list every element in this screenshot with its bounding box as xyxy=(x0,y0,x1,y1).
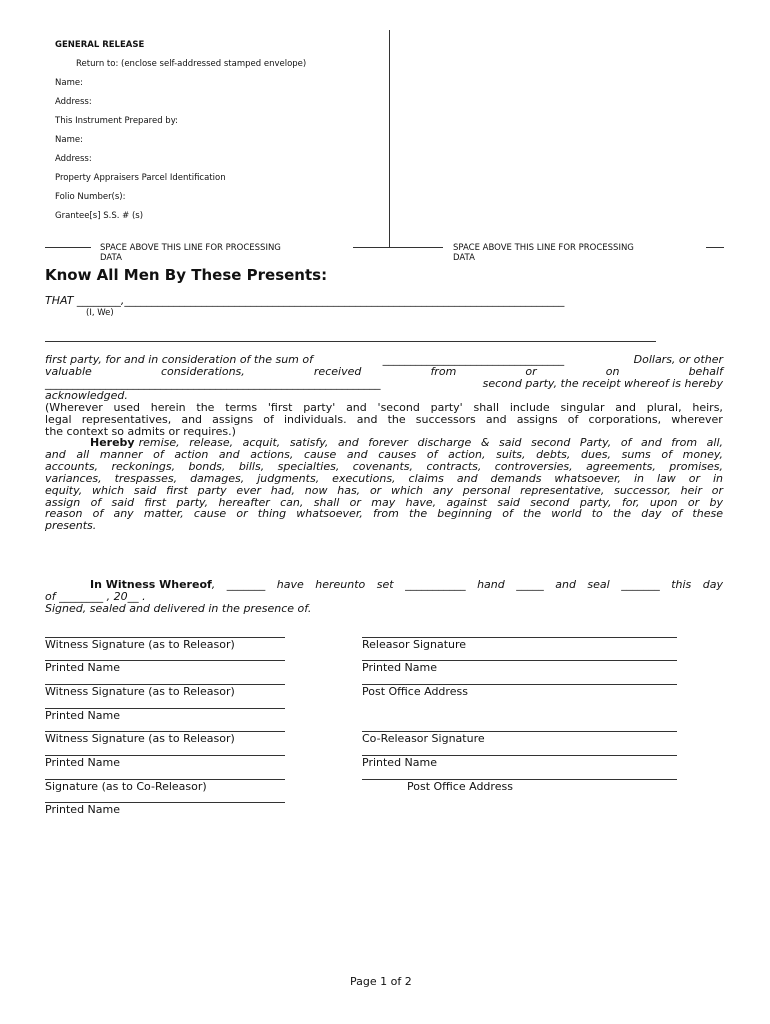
wherever-line-1-word: (Wherever xyxy=(45,401,103,414)
page-number: Page 1 of 2 xyxy=(350,975,412,988)
consideration-line-3 xyxy=(45,378,723,390)
sum-blank: _________________________________ xyxy=(382,353,565,366)
wherever-line-2-word: corporations, xyxy=(588,412,662,426)
hereby-line: assign of said first party, hereafter can, shall or may have, against said second party, for, upon or by xyxy=(45,495,723,509)
receipt-text: second party, the receipt whereof is hereby xyxy=(482,376,723,390)
wherever-line-1-word: heirs, xyxy=(692,401,723,414)
consideration-paragraph xyxy=(45,354,723,402)
consideration-text: first party, for and in consideration of the sum of xyxy=(45,353,313,366)
consideration-line-2-word: from xyxy=(430,364,457,378)
wherever-line-1-word: shall xyxy=(473,401,500,414)
hereby-line-1-text: remise, release, acquit, satisfy, and forever discharge & said second Party, of and from all, xyxy=(138,436,723,449)
printed-name-label-2: Printed Name xyxy=(45,709,121,722)
hereby-paragraph xyxy=(45,437,723,532)
page-heading: Know All Men By These Presents: xyxy=(45,266,328,284)
wherever-line-2-word: and xyxy=(356,412,378,426)
witness-line-1-text: , _______ have hereunto set ___________ hand _____ and seal _______ this day xyxy=(211,578,723,591)
consideration-line-2-word: behalf xyxy=(688,364,723,378)
parcel-id-label: Property Appraisers Parcel Identification xyxy=(55,173,226,183)
wherever-line-1-word: include xyxy=(509,401,550,414)
wherever-line-2-word: successors xyxy=(415,412,476,426)
hereby-word: Hereby xyxy=(90,436,135,449)
witness-signature-label-2: Witness Signature (as to Releasor) xyxy=(45,685,235,698)
wherever-line-2-word: the xyxy=(387,412,406,426)
wherever-line-1-word: 'first xyxy=(267,401,293,414)
wherever-line-1-word: party' xyxy=(303,401,336,414)
processing-note-left-line2: DATA xyxy=(100,253,122,263)
wherever-line-1-word: terms xyxy=(225,401,258,414)
hereby-line: equity, which said first party ever had, now has, or which any personal representative, successor, heir or xyxy=(45,483,723,497)
consideration-line-2-word: considerations, xyxy=(160,364,245,378)
consideration-line-1 xyxy=(45,354,723,366)
co-releasor-address-label: Post Office Address xyxy=(407,780,513,793)
wherever-line-1-word: and xyxy=(346,401,367,414)
party-name-line xyxy=(45,341,656,342)
co-releasor-signature-label: Co-Releasor Signature xyxy=(362,732,485,745)
consideration-line-2-word: valuable xyxy=(45,364,92,378)
i-we-label: (I, We) xyxy=(86,308,114,318)
wherever-line-2-word: individuals. xyxy=(283,412,347,426)
hereby-lines xyxy=(45,449,723,520)
processing-note-right xyxy=(453,243,693,263)
dollars-text: Dollars, or other xyxy=(633,353,723,366)
printed-name-label-1: Printed Name xyxy=(45,661,121,674)
wherever-line-1-word: plural, xyxy=(646,401,682,414)
hereby-line: and all manner of action and actions, cause and causes of action, suits, debts, dues, sums of money, xyxy=(45,447,723,461)
wherever-line-2-word: and xyxy=(485,412,507,426)
processing-note-right-line1: SPACE ABOVE THIS LINE FOR PROCESSING xyxy=(453,243,634,253)
witness-signature-label-3: Witness Signature (as to Releasor) xyxy=(45,732,235,745)
signed-sealed-text: Signed, sealed and delivered in the presence of. xyxy=(45,601,312,615)
printed-name-label-4: Printed Name xyxy=(45,803,121,816)
witness-signature-label-1: Witness Signature (as to Releasor) xyxy=(45,638,235,651)
wherever-line-2-word: wherever xyxy=(671,412,723,426)
preparer-name-label: Name: xyxy=(55,135,83,145)
wherever-line-2-word: of xyxy=(263,412,274,426)
wherever-line-1-word: herein xyxy=(150,401,186,414)
processing-rule-right xyxy=(706,247,724,248)
address-label: Address: xyxy=(55,97,92,107)
return-to-label: Return to: (enclose self-addressed stamped envelope) xyxy=(76,59,307,69)
prepared-by-label: This Instrument Prepared by: xyxy=(55,116,178,126)
wherever-line-1-word: party' xyxy=(430,401,463,414)
processing-note-right-line2: DATA xyxy=(453,253,475,263)
that-line: THAT ________,________________________________________________________________________________ xyxy=(45,294,565,307)
processing-note-left-line1: SPACE ABOVE THIS LINE FOR PROCESSING xyxy=(100,243,281,253)
releasor-printed-name-label: Printed Name xyxy=(362,661,438,674)
processing-rule-middle xyxy=(353,247,443,248)
co-releasor-printed-name-label: Printed Name xyxy=(362,756,438,769)
hereby-line: accounts, reckonings, bonds, bills, specialties, covenants, contracts, controversies, agreements, promises, xyxy=(45,459,723,473)
witness-paragraph xyxy=(45,579,723,615)
hereby-line: variances, trespasses, damages, judgments, executions, claims and demands whatsoever, in law or in xyxy=(45,471,723,485)
consideration-line-2-word: received xyxy=(313,364,362,378)
grantee-ssn-label: Grantee[s] S.S. # (s) xyxy=(55,211,144,221)
document-title: GENERAL RELEASE xyxy=(55,40,145,50)
wherever-line-2-word: legal xyxy=(45,412,72,426)
name-label: Name: xyxy=(55,78,83,88)
wherever-line-2-word: assigns xyxy=(212,412,254,426)
consideration-line-2-word: or xyxy=(525,364,537,378)
wherever-line-2-word: representatives, xyxy=(81,412,172,426)
second-party-blank: _____________________________________________________________ xyxy=(45,376,381,390)
wherever-line-2-word: and xyxy=(181,412,203,426)
releasor-signature-label: Releasor Signature xyxy=(362,638,467,651)
acknowledged-text: acknowledged. xyxy=(45,388,128,402)
wherever-paragraph xyxy=(45,402,723,438)
wherever-line-1-word: 'second xyxy=(377,401,420,414)
consideration-line-2-word: on xyxy=(605,364,620,378)
processing-rule-left xyxy=(45,247,91,248)
printed-name-label-3: Printed Name xyxy=(45,756,121,769)
wherever-line-1-word: the xyxy=(196,401,215,414)
header-divider xyxy=(389,30,390,248)
wherever-line-2-word: assigns xyxy=(516,412,558,426)
wherever-line-1-word: used xyxy=(113,401,140,414)
wherever-line-1-word: singular xyxy=(560,401,605,414)
wherever-line-2-word: of xyxy=(567,412,579,426)
co-releasor-witness-label: Signature (as to Co-Releasor) xyxy=(45,780,207,793)
folio-number-label: Folio Number(s): xyxy=(55,192,126,202)
hereby-line: reason of any matter, cause or thing whatsoever, from the beginning of the world to the day of these xyxy=(45,507,723,521)
in-witness-whereof: In Witness Whereof xyxy=(90,578,212,591)
hereby-last-line: presents. xyxy=(45,519,97,533)
processing-note-left xyxy=(100,243,340,263)
wherever-line-3: the context so admits or requires.) xyxy=(45,424,236,438)
preparer-address-label: Address: xyxy=(55,154,92,164)
wherever-line-1-word: and xyxy=(615,401,636,414)
witness-date-line: of ________ , 20__ . xyxy=(45,589,146,603)
witness-line-1 xyxy=(45,579,723,591)
releasor-address-label: Post Office Address xyxy=(362,685,468,698)
